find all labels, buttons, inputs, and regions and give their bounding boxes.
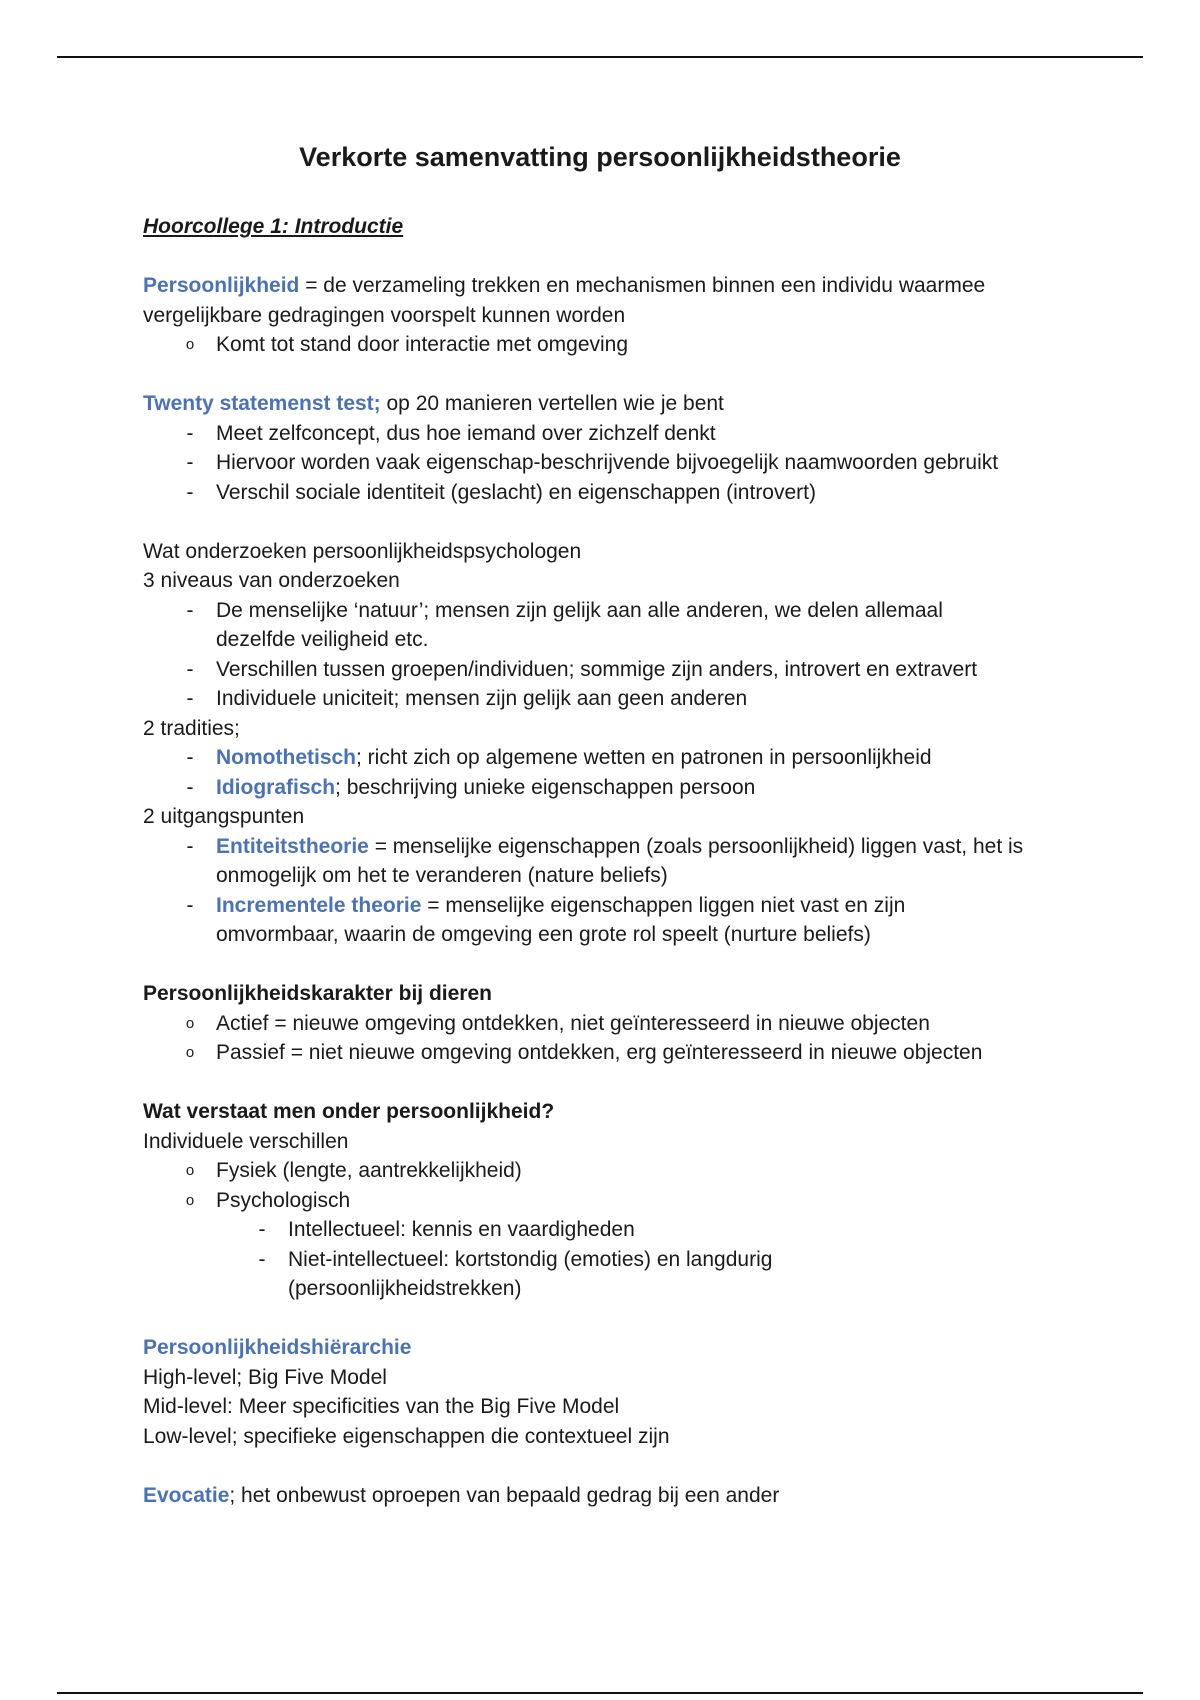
list-item: o Actief = nieuwe omgeving ontdekken, niet geïnteresseerd in nieuwe objecten bbox=[143, 1009, 1073, 1039]
list-item-continuation: onmogelijk om het te veranderen (nature beliefs) bbox=[216, 864, 668, 887]
term-hierarchie: Persoonlijkheidshiërarchie bbox=[143, 1336, 412, 1359]
section-line: Wat onderzoeken persoonlijkheidspsychologen bbox=[143, 539, 582, 563]
section-line: Mid-level: Meer specificities van the Big Five Model bbox=[143, 1395, 620, 1418]
list-item: o Komt tot stand door interactie met omgeving bbox=[143, 330, 1073, 360]
list-item: - Entiteitstheorie = menselijke eigenschappen (zoals persoonlijkheid) liggen vast, het is bbox=[143, 832, 1073, 862]
circle-bullet-icon: o bbox=[185, 1014, 195, 1032]
sub-list-item-continuation: (persoonlijkheidstrekken) bbox=[288, 1277, 522, 1300]
section-line: 3 niveaus van onderzoeken bbox=[143, 569, 400, 592]
list-item-continuation: omvormbaar, waarin de omgeving een grote rol speelt (nurture beliefs) bbox=[216, 923, 871, 946]
list-item: o Fysiek (lengte, aantrekkelijkheid) bbox=[143, 1156, 1073, 1186]
section-line: 2 uitgangspunten bbox=[143, 805, 305, 828]
list-item: - Hiervoor worden vaak eigenschap-beschrijvende bijvoegelijk naamwoorden gebruikt bbox=[143, 448, 1073, 478]
definition-persoonlijkheid: Persoonlijkheid = de verzameling trekken en mechanismen binnen een individu waarmee bbox=[143, 274, 986, 297]
list-item: - Incrementele theorie = menselijke eigenschappen liggen niet vast en zijn bbox=[143, 891, 1073, 921]
section-line: 2 tradities; bbox=[143, 716, 240, 740]
top-rule bbox=[57, 56, 1143, 58]
document-title: Verkorte samenvatting persoonlijkheidstheorie bbox=[299, 142, 901, 172]
dash-bullet-icon: - bbox=[186, 598, 194, 622]
section-line: High-level; Big Five Model bbox=[143, 1365, 387, 1389]
list-item: o Passief = niet nieuwe omgeving ontdekken, erg geïnteresseerd in nieuwe objecten bbox=[143, 1038, 1073, 1068]
definition-evocatie: Evocatie; het onbewust oproepen van bepaald gedrag bij een ander bbox=[143, 1483, 780, 1507]
term-incrementele-theorie: Incrementele theorie bbox=[216, 893, 422, 917]
definition-twenty-statements: Twenty statemenst test; op 20 manieren vertellen wie je bent bbox=[143, 392, 724, 415]
dash-bullet-icon: - bbox=[258, 1247, 266, 1271]
list-item: - Idiografisch; beschrijving unieke eigenschappen persoon bbox=[143, 773, 1073, 803]
term-entiteitstheorie: Entiteitstheorie bbox=[216, 834, 369, 858]
dash-bullet-icon: - bbox=[186, 421, 194, 445]
circle-bullet-icon: o bbox=[185, 1191, 195, 1209]
bottom-rule bbox=[57, 1692, 1143, 1694]
list-item: - Individuele uniciteit; mensen zijn gelijk aan geen anderen bbox=[143, 684, 1073, 714]
circle-bullet-icon: o bbox=[185, 336, 195, 353]
term-idiografisch: Idiografisch bbox=[216, 775, 336, 799]
dash-bullet-icon: - bbox=[186, 451, 194, 474]
dash-bullet-icon: - bbox=[258, 1218, 266, 1241]
section-line: Low-level; specifieke eigenschappen die contextueel zijn bbox=[143, 1424, 670, 1448]
term-persoonlijkheid: Persoonlijkheid bbox=[143, 274, 300, 297]
document-body bbox=[143, 140, 1073, 1510]
section-heading-persoonlijkheid: Wat verstaat men onder persoonlijkheid? bbox=[143, 1100, 555, 1123]
term-twenty-statements: Twenty statemenst test; bbox=[143, 392, 381, 415]
dash-bullet-icon: - bbox=[186, 775, 194, 799]
list-item: - Nomothetisch; richt zich op algemene wetten en patronen in persoonlijkheid bbox=[143, 743, 1073, 773]
dash-bullet-icon: - bbox=[186, 657, 194, 681]
list-item: - Verschil sociale identiteit (geslacht) en eigenschappen (introvert) bbox=[143, 478, 1073, 508]
definition-continuation: vergelijkbare gedragingen voorspelt kunnen worden bbox=[143, 303, 626, 327]
dash-bullet-icon: - bbox=[186, 834, 194, 858]
list-item: - De menselijke ‘natuur’; mensen zijn gelijk aan alle anderen, we delen allemaal bbox=[143, 596, 1073, 626]
list-item-continuation: dezelfde veiligheid etc. bbox=[216, 628, 429, 651]
term-nomothetisch: Nomothetisch bbox=[216, 746, 357, 769]
circle-bullet-icon: o bbox=[185, 1162, 195, 1179]
section-heading-dieren: Persoonlijkheidskarakter bij dieren bbox=[143, 982, 492, 1005]
dash-bullet-icon: - bbox=[186, 480, 194, 504]
sub-list-item: - Niet-intellectueel: kortstondig (emoties) en langdurig bbox=[143, 1245, 1073, 1275]
list-item: - Meet zelfconcept, dus hoe iemand over zichzelf denkt bbox=[143, 419, 1073, 449]
dash-bullet-icon: - bbox=[186, 687, 194, 710]
dash-bullet-icon: - bbox=[186, 746, 194, 769]
section-line: Individuele verschillen bbox=[143, 1129, 349, 1153]
term-evocatie: Evocatie bbox=[143, 1483, 230, 1507]
sub-list-item: - Intellectueel: kennis en vaardigheden bbox=[143, 1215, 1073, 1245]
lecture-heading: Hoorcollege 1: Introductie bbox=[143, 215, 404, 238]
list-item: o Psychologisch bbox=[143, 1186, 1073, 1216]
dash-bullet-icon: - bbox=[186, 893, 194, 917]
circle-bullet-icon: o bbox=[185, 1044, 195, 1061]
list-item: - Verschillen tussen groepen/individuen; sommige zijn anders, introvert en extravert bbox=[143, 655, 1073, 685]
